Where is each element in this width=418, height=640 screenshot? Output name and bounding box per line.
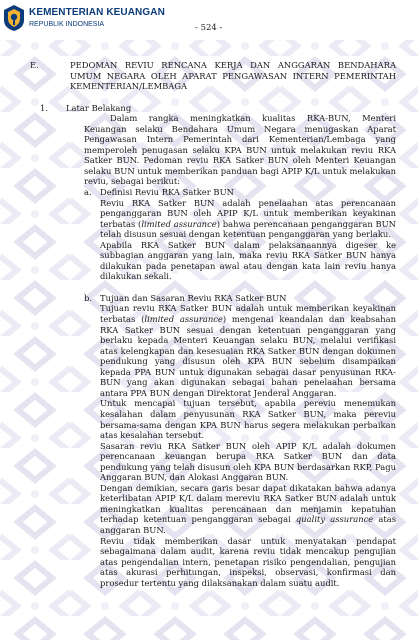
item-b-title: Tujuan dan Sasaran Reviu RKA Satker BUN <box>100 292 287 303</box>
item-a-paragraph-1: Reviu RKA Satker BUN adalah penelaahan atas perencanaan penganggaran BUN oleh APIP K/L untuk memberikan keyakinan terbatas (limited assurance) bahwa perencanaan penganggaran BUN telah disusun sesuai dengan ketentuan penganggaran yang berlaku. <box>100 197 397 240</box>
item-b-paragraph-5: Reviu tidak memberikan dasar untuk menyatakan pendapat sebagaimana dalam audit, karena reviu tidak mencakup pengujian atas pengendalian intern, penetapan risiko pengendalian, pengujian atas akurasi perhitungan, inspeksi, observasi, konfirmasi dan prosedur tertentu yang dilaksanakan dalam suatu audit. <box>100 535 396 588</box>
item-b-paragraph-4: Dengan demikian, secara garis besar dapat dikatakan bahwa adanya keterlibatan APIP K/L dalam mereviu RKA Satker BUN adalah untuk meningkatkan kualitas perencanaan dan menjamin kepatuhan terhadap ketentuan penganggaran sebagai quality assurance atas anggaran BUN. <box>100 482 396 535</box>
subsection-number: 1. <box>40 102 48 113</box>
organization-name: KEMENTERIAN KEUANGAN <box>29 7 165 18</box>
item-b-paragraph-3: Sasaran reviu RKA Satker BUN oleh APIP K/L adalah dokumen perencanaan keuangan berupa RKA Satker BUN dan data pendukung yang telah disusun oleh KPA BUN berdasarkan RKP, Pagu Anggaran BUN, dan Alokasi Anggaran BUN. <box>100 440 396 483</box>
document-body <box>30 60 396 588</box>
item-a-paragraph-2: Apabila RKA Satker BUN dalam pelaksanaannya digeser ke subbagian anggaran yang lain, maka reviu RKA Satker BUN hanya dilakukan pada penetapan awal atau dengan kata lain reviu hanya dilakukan sekali. <box>100 239 396 282</box>
subsection-heading <box>30 103 396 114</box>
item-b-letter: b. <box>84 292 93 303</box>
page-header <box>0 0 418 44</box>
section-heading <box>30 60 396 92</box>
organization-subtitle: REPUBLIK INDONESIA <box>29 21 105 28</box>
item-a-title: Definisi Reviu RKA Satker BUN <box>100 187 234 198</box>
ministry-of-finance-emblem-icon <box>2 4 26 32</box>
section-number: E. <box>30 60 39 70</box>
subsection-title: Latar Belakang <box>66 102 132 113</box>
item-a-letter: a. <box>84 187 92 198</box>
item-a-heading <box>84 187 396 198</box>
section-title: PEDOMAN REVIU RENCANA KERJA DAN ANGGARAN BENDAHARA UMUM NEGARA OLEH APARAT PENGAWASAN INTERN PEMERINTAH KEMENTERIAN/LEMBAGA <box>70 60 396 92</box>
item-b-paragraph-2: Untuk mencapai tujuan tersebut, apabila pereviu menemukan kesalahan dalam penyusunan RKA Satker BUN, maka pereviu bersama-sama dengan KPA BUN harus segera melakukan perbaikan atas kesalahan tersebut. <box>100 398 396 441</box>
item-b-paragraph-1: Tujuan reviu RKA Satker BUN adalah untuk memberikan keyakinan terbatas (limited assurance) mengenai keandalan dan keabsahan RKA Satker BUN sesuai dengan ketentuan penganggaran yang berlaku kepada Menteri Keuangan selaku BUN, melalui verifikasi atas kelengkapan dan kesesuaian RKA Satker BUN dengan dokumen pendukung yang disusun oleh KPA BUN sebelum disampaikan kepada PPA BUN untuk digunakan sebagai dasar penyusunan RKA-BUN yang akan digunakan sebagai bahan penelaahan bersama antara PPA BUN dengan Direktorat Jenderal Anggaran. <box>100 303 396 398</box>
subsection-intro-paragraph: Dalam rangka meningkatkan kualitas RKA-BUN, Menteri Keuangan selaku Bendahara Umum Negara menugaskan Aparat Pengawasan Intern Pemerintah dari Kementerian/Lembaga yang memperoleh penugasan selaku KPA BUN untuk melakukan reviu RKA Satker BUN. Pedoman reviu RKA Satker BUN oleh Menteri Keuangan selaku BUN untuk memberikan panduan bagi APIP K/L untuk melakukan reviu, sebagai berikut: <box>84 113 396 187</box>
item-b-heading <box>84 293 396 304</box>
page-number: - 524 - <box>195 23 223 33</box>
